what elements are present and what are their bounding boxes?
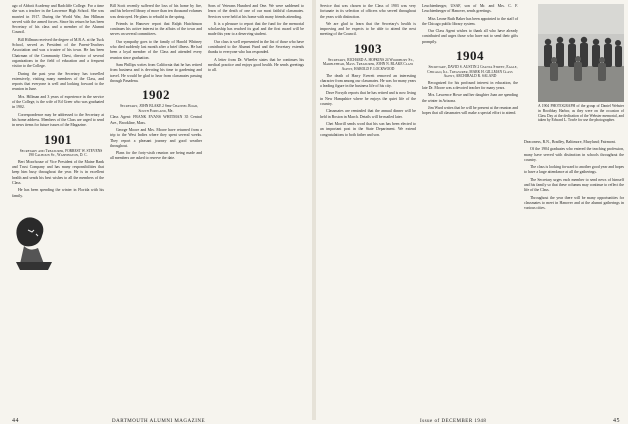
secretary-line: Secretary, DAVID S. AUSTIN 2 Ceanta Street, Eagle, Chicago, Ill. Treasurer, MARK H. GILLMAN Class Agent, ARCHIBALD R. SALAND: [427, 65, 518, 79]
para: Bert Moorhouse of Vice President of the Maine Bank and Trust Company and has many responsibilities that keep him busy throughout the year. He is in excellent health and sends his best wishes to all the members of the Class.: [12, 159, 104, 185]
footer-title: DARTMOUTH ALUMNI MAGAZINE: [112, 419, 206, 424]
para: Classmates are reminded that the annual dinner will be held in Boston in March. Details will be mailed later.: [320, 109, 416, 119]
para: Our sympathy goes to the family of Harold Whitney who died suddenly last month after a brief illness. He had been a loyal member of the Class and attended every reunion since graduation.: [110, 39, 202, 60]
para: The death of Harry Everett removed an interesting character from among our classmates. He was for many years a leading figure in the business life of his city.: [320, 73, 416, 89]
left-col-2: [110, 4, 202, 164]
left-col-1: [12, 4, 104, 201]
left-col-3: [208, 4, 304, 76]
para: Sons of Veterans Hundred and One. We were saddened to learn of the death of one of our most faithful classmates. Services were held at his home with many friends attending.: [208, 4, 304, 19]
para: ago of Abbott Academy and Radcliffe College. For a time she was a teacher in the Lawrence High School. She was married in 1917. During the World War, Jim Hillman served with the armed forces. Since his return he has been Secretary of his class and a member of the Alumni Council.: [12, 4, 104, 35]
right-col-3: [524, 140, 624, 214]
class-year-heading: 1903: [354, 40, 382, 56]
para: Mrs. Hillman and 3 years of experience in the service of the College, is the wife of Ed Greer who was graduated in 1902.: [12, 94, 104, 110]
para: Our class is well represented in the list of those who have contributed to the Alumni Fund and the Secretary extends thanks to everyone who has responded.: [208, 39, 304, 55]
para: Of the 1904 graduates who entered the teaching profession, many have served with distinction in schools throughout the country.: [524, 147, 624, 162]
para: A letter from Dr. Wheeler states that he continues his medical practice and enjoys good health. He sends greetings to all.: [208, 57, 304, 73]
class-year-heading: 1902: [142, 87, 170, 103]
para: Miss Leone Ruth Baker has been appointed to the staff of the Chicago public library system.: [422, 16, 518, 26]
secretary-line: Secretary, JOHN BLAKE 2 Ship Channel Road, South Portland, Me.: [119, 104, 199, 113]
para: Friends in Hanover report that Ralph Hutchinson continues his active interest in the affairs of the town and serves on several committees.: [110, 21, 202, 37]
left-page: [0, 0, 312, 424]
para: George Moore and Mrs. Moore have returned from a trip to the West Indies where they spent several weeks. They report a pleasant journey and good weather throughout.: [110, 127, 202, 148]
para: Correspondence may be addressed to the Secretary at his home address. Members of the Class are urged to send in news items for future issues of the Magazine.: [12, 112, 104, 128]
class-year-heading: 1904: [456, 48, 484, 64]
photo-caption: A 1904 PHOTOGRAPH of the group of Daniel Webster in Boothbay Harbor, as they were on the occasion of Class Day at the dedication of the Webster memorial, and taken by Edward L. Towle for use the photographer.: [538, 104, 624, 123]
para: Service that was chosen to the Class of 1903 was very fortunate in its selection of officers who served throughout the years with distinction.: [320, 4, 416, 19]
para: Deaconess, R.N., Bradley, Baltimore, Maryland; Fairmont.: [524, 140, 616, 144]
secretary-line: Secretary, RICHARD A. HOPKINS 24 Woodbury St., Marblehead, Mass. Treasurer, JOHN N. BLAKE Class Agent, HAROLD F. LOCKWOOD: [322, 57, 414, 71]
para: Our Class Agent wishes to thank all who have already contributed and urges those who have not to send their gifts promptly.: [422, 29, 518, 44]
para: The Secretary urges each member to send news of himself and his family so that these columns may continue to reflect the life of the Class.: [524, 177, 624, 193]
para: Recognized for his profound interest in education, the late Dr. Moore was a devoted teacher for many years.: [422, 80, 518, 91]
para: He has been spending the winter in Florida with his family.: [12, 188, 104, 198]
secretary-line: Secretary and Treasurer, FORREST W. STEVENS 190 Calhoun St., Washington, D. C.: [19, 148, 103, 158]
para: Leuchtenberger, USAF, son of Mr. and Mrs. C. F. Leuchtenberger of Hanover, sends greetings.: [422, 4, 518, 14]
right-col-2: [422, 4, 518, 119]
para: Plans for the forty-sixth reunion are being made and all members are asked to reserve the date.: [110, 151, 202, 161]
para: Mrs. Lawrence Howe and her daughter Joan are spending the winter in Arizona.: [422, 93, 518, 103]
para: The class is looking forward to another good year and hopes to have a large attendance at all the gatherings.: [524, 165, 624, 175]
right-page: [316, 0, 628, 424]
para: Class Agent: FRANK EVANS WHITMAN 35 Central Ave., Brookline, Mass.: [110, 115, 202, 125]
para: Throughout the year there will be many opportunities for classmates to meet in Hanover and at the alumni gatherings in various cities.: [524, 195, 624, 211]
para: Bill Scott recently suffered the loss of his home by fire, and his beloved library of more than ten thousand volumes was destroyed. He plans to rebuild in the spring.: [110, 4, 202, 19]
group-photo: [538, 4, 624, 102]
footer-title: Issue of DECEMBER 1948: [420, 419, 487, 424]
page-number: 44: [12, 418, 19, 424]
para: During the past year the Secretary has travelled extensively, visiting many members of the Class, and reports that everyone is well and looking forward to the reunion in June.: [12, 71, 104, 92]
right-col-1: [320, 4, 416, 140]
para: Dave Forsyth reports that he has retired and is now living in New Hampshire where he enjoys the quiet life of the country.: [320, 91, 416, 107]
para: It is a pleasure to report that the fund for the memorial scholarship has reached its goal and the first award will be made this year to a deserving student.: [208, 21, 304, 37]
para: Bill Hillman received the degree of M.B.A. at the Tuck School, served as President of the Parent-Teachers Association and was a trustee of his town. He has been Chairman of the Community Chest, director of several organizations in the field of education and a frequent visitor to the College.: [12, 37, 105, 69]
para: Chet Morrill sends word that his son has been elected to an important post in the State Department. We extend congratulations to both father and son.: [320, 121, 416, 137]
page-number: 45: [613, 418, 620, 424]
para: Jim Ward writes that he will be present at the reunion and hopes that all classmates will make a special effort to attend.: [422, 106, 518, 116]
para: Sam Phillips writes from California that he has retired from business and is devoting his time to gardening and travel. He would be glad to hear from classmates passing through Pasadena.: [110, 62, 202, 83]
para: We are glad to learn that the Secretary's health is improving and he expects to be able to attend the next meeting of the Council.: [320, 21, 416, 37]
class-year-heading: 1901: [44, 131, 72, 147]
sketch-illustration: [6, 212, 62, 274]
